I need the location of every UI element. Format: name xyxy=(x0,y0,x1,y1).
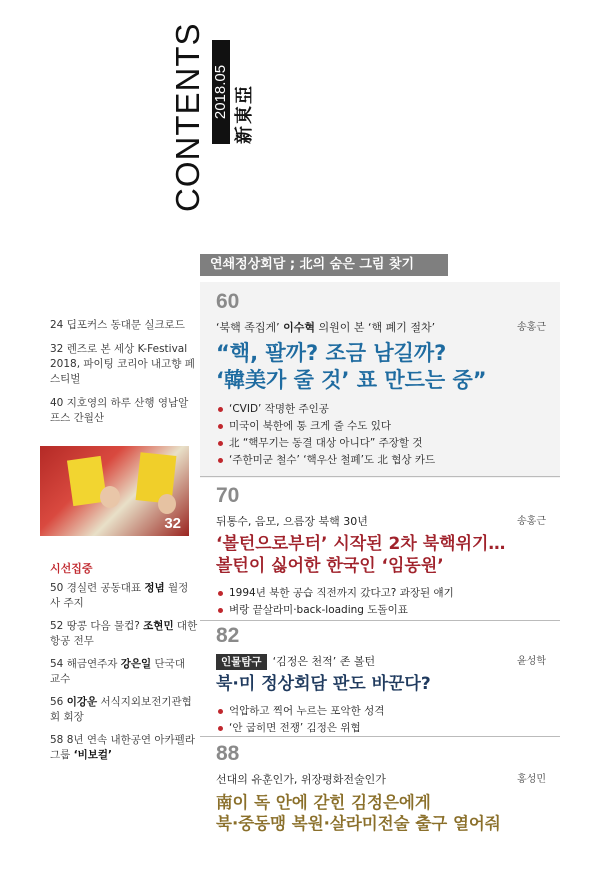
divider xyxy=(200,476,560,477)
item-text: 52 땅콩 다음 물컵? xyxy=(50,620,144,632)
article-60[interactable] xyxy=(216,290,546,469)
category-tag: 인물탐구 xyxy=(216,654,267,670)
photo-page-number: 32 xyxy=(164,515,181,532)
item-name: 정념 xyxy=(144,582,165,594)
sidebar-item[interactable]: 40 지호영의 하루 산행 영남알프스 간월산 xyxy=(50,397,189,424)
item-name: 이강운 xyxy=(66,696,98,708)
article-title xyxy=(216,792,546,834)
bullet-list xyxy=(216,585,546,619)
title-line: ‘볼턴으로부터’ 시작된 2차 북핵위기… xyxy=(216,534,506,554)
title-line: 북·중동맹 복원·살라미전술 출구 열어줘 xyxy=(216,814,501,834)
bullet-item: ‘주한미군 철수’ ‘핵우산 철폐’도 北 협상 카드 xyxy=(216,452,546,469)
bullet-item: 벼랑 끝살라미·back-loading 도돌이표 xyxy=(216,602,546,619)
bullet-item: 北 “핵무기는 동결 대상 아니다” 주장할 것 xyxy=(216,435,546,452)
item-name: ‘비보컬’ xyxy=(73,749,113,761)
author: 윤성학 xyxy=(517,656,546,667)
item-name: 강은일 xyxy=(120,658,152,670)
item-text: 서식지외보전기관협회 회장 xyxy=(50,696,192,723)
article-subtitle xyxy=(216,654,546,670)
title-line: 南이 독 안에 갇힌 김정은에게 xyxy=(216,793,431,812)
page-number: 88 xyxy=(216,742,240,765)
item-text: 단국대 교수 xyxy=(50,658,185,685)
sidebar-item[interactable]: 32 렌즈로 본 세상 K-Festival 2018, 파이팅 코리아 내고향 페스티벌 xyxy=(50,343,195,385)
title-line: 북·미 정상회담 판도 바꾼다? xyxy=(216,674,431,694)
author: 송홍근 xyxy=(517,516,546,527)
photo-person xyxy=(158,494,176,514)
section-banner: 연쇄정상회담 ; 北의 숨은 그림 찾기 xyxy=(200,254,448,276)
bullet-item: 억압하고 찍어 누르는 포악한 성격 xyxy=(216,703,546,720)
article-subtitle xyxy=(216,514,546,530)
masthead xyxy=(168,22,278,212)
issue-date: 2018.05 xyxy=(212,40,230,144)
bullet-item: ‘안 굽히면 전쟁’ 김정은 위협 xyxy=(216,720,546,737)
sidebar xyxy=(50,318,198,435)
subtitle-text: ‘북핵 족집게’ xyxy=(216,321,284,334)
page-number: 60 xyxy=(216,290,240,313)
article-title xyxy=(216,674,546,696)
subtitle-text: 의원이 본 ‘핵 폐기 절차’ xyxy=(315,321,436,334)
divider xyxy=(200,736,560,737)
divider xyxy=(200,620,560,621)
spotlight-item[interactable] xyxy=(50,657,198,687)
spotlight-item[interactable] xyxy=(50,581,198,611)
title-line: 볼턴이 싫어한 한국인 ‘임동원’ xyxy=(216,555,444,576)
contents-title: CONTENTS xyxy=(169,22,206,212)
subtitle-text: 선대의 유훈인가, 위장평화전술인가 xyxy=(216,773,386,786)
magazine-logo: 新東亞 xyxy=(234,84,255,144)
item-text: 대한항공 전무 xyxy=(50,620,198,647)
author: 홍성민 xyxy=(517,774,546,785)
article-88[interactable] xyxy=(216,742,546,834)
subtitle-text: ‘김정은 천적’ 존 볼턴 xyxy=(272,655,376,668)
subtitle-text: 뒤통수, 음모, 으름장 북핵 30년 xyxy=(216,515,368,528)
item-text: 54 해금연주자 xyxy=(50,658,121,670)
item-text: 50 경실련 공동대표 xyxy=(50,582,145,594)
title-line: “핵, 팔까? 조금 남길까? xyxy=(216,341,447,365)
subtitle-name: 이수혁 xyxy=(283,321,316,334)
article-82[interactable] xyxy=(216,624,546,737)
article-subtitle xyxy=(216,320,546,336)
spotlight-item[interactable] xyxy=(50,695,198,725)
festival-photo[interactable] xyxy=(40,446,189,536)
page-number: 82 xyxy=(216,624,240,647)
article-title xyxy=(216,534,546,578)
article-70[interactable] xyxy=(216,484,546,619)
item-text: 월정사 주지 xyxy=(50,582,189,609)
bullet-item: 미국이 북한에 통 크게 줄 수도 있다 xyxy=(216,418,546,435)
spotlight-item[interactable] xyxy=(50,733,198,763)
author: 송홍근 xyxy=(517,322,546,333)
bullet-list xyxy=(216,703,546,737)
item-text: 58 8년 연속 내한공연 아카펠라 그룹 xyxy=(50,734,195,761)
spotlight-item[interactable] xyxy=(50,619,198,649)
article-subtitle xyxy=(216,772,546,788)
section-heading: 시선집중 xyxy=(50,562,93,575)
title-line: ‘韓美가 줄 것’ 표 만드는 중” xyxy=(216,367,487,392)
sidebar-item[interactable]: 24 딥포커스 동대문 실크로드 xyxy=(50,319,185,331)
page-number: 70 xyxy=(216,484,240,507)
item-text: 56 xyxy=(50,696,67,708)
photo-person xyxy=(100,486,120,508)
bullet-item: 1994년 북한 공습 직전까지 갔다고? 과장된 얘기 xyxy=(216,585,546,602)
bullet-list xyxy=(216,401,546,469)
article-title xyxy=(216,340,546,394)
item-name: 조현민 xyxy=(143,620,174,632)
spotlight-list xyxy=(50,581,198,771)
bullet-item: ‘CVID’ 작명한 주인공 xyxy=(216,401,546,418)
